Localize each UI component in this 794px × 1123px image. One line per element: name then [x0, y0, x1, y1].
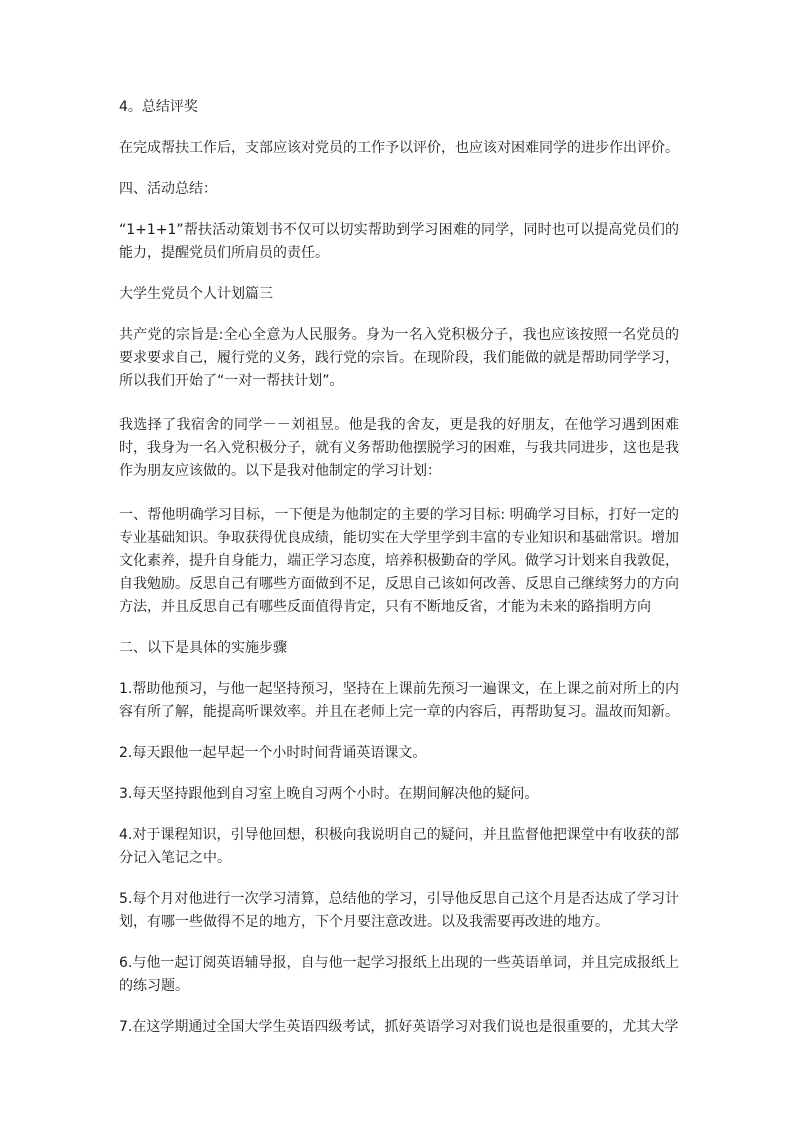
- paragraph-learning-goals: 一、帮他明确学习目标，一下便是为他制定的主要的学习目标: 明确学习目标，打好一定的专业基础知识。争取获得优良成绩，能切实在大学里学到丰富的专业知识和基础常识。增加文化素养，提升自身能力，端正学习态度，培养积极勤奋的学风。做学习计划来自我敦促，自我勉励。反思自己有哪些方面做到不足，反思自己该如何改善、反思自己继续努力的方向方法，并且反思自己有哪些反面值得肯定，只有不断地反省，才能为未来的路指明方向: [119, 507, 679, 615]
- paragraph-activity-summary: “1+1+1”帮扶活动策划书不仅可以切实帮助到学习困难的同学，同时也可以提高党员们的能力，提醒党员们所肩员的责任。: [119, 222, 679, 261]
- list-item-step-3: 3.每天坚持跟他到自习室上晚自习两个小时。在期间解决他的疑问。: [119, 786, 539, 802]
- list-item-step-1: 1.帮助他预习，与他一起坚持预习，坚持在上课前先预习一遍课文，在上课之前对所上的内容有所了解，能提高听课效率。并且在老师上完一章的内容后，再帮助复习。温故而知新。: [119, 681, 679, 720]
- paragraph-evaluation: 在完成帮扶工作后，支部应该对党员的工作予以评价，也应该对困难同学的进步作出评价。: [119, 140, 679, 156]
- list-item-step-6: 6.与他一起订阅英语辅导报，自与他一起学习报纸上出现的一些英语单词，并且完成报纸上的练习题。: [119, 955, 679, 994]
- section-heading-activity-summary: 四、活动总结：: [119, 181, 217, 197]
- document-page: [119, 96, 679, 1039]
- list-item-step-5: 5.每个月对他进行一次学习清算，总结他的学习，引导他反思自己这个月是否达成了学习计划，有哪一些做得不足的地方，下个月要注意改进。以及我需要再改进的地方。: [119, 891, 679, 930]
- section-heading-implementation-steps: 二、以下是具体的实施步骤: [119, 640, 287, 656]
- list-item-step-2: 2.每天跟他一起早起一个小时时间背诵英语课文。: [119, 745, 427, 761]
- list-item-step-4: 4.对于课程知识，引导他回想，积极向我说明自己的疑问，并且监督他把课堂中有收获的部分记入笔记之中。: [119, 827, 679, 866]
- paragraph-roommate: 我选择了我宿舍的同学－－刘祖昱。他是我的舍友，更是我的好朋友，在他学习遇到困难时，我身为一名入党积极分子，就有义务帮助他摆脱学习的困难，与我共同进步，这也是我作为朋友应该做的。以下是我对他制定的学习计划：: [119, 417, 679, 479]
- article-title-part-three: 大学生党员个人计划篇三: [119, 286, 273, 302]
- paragraph-party-purpose: 共产党的宗旨是:全心全意为人民服务。身为一名入党积极分子，我也应该按照一名党员的要求要求自己，履行党的义务，践行党的宗旨。在现阶段，我们能做的就是帮助同学学习，所以我们开始了“一对一帮扶计划”。: [119, 327, 679, 389]
- section-heading-summary-award: 4。总结评奖: [119, 99, 198, 115]
- list-item-step-7: 7.在这学期通过全国大学生英语四级考试，抓好英语学习对我们说也是很重要的，尤其大学: [119, 1019, 679, 1035]
